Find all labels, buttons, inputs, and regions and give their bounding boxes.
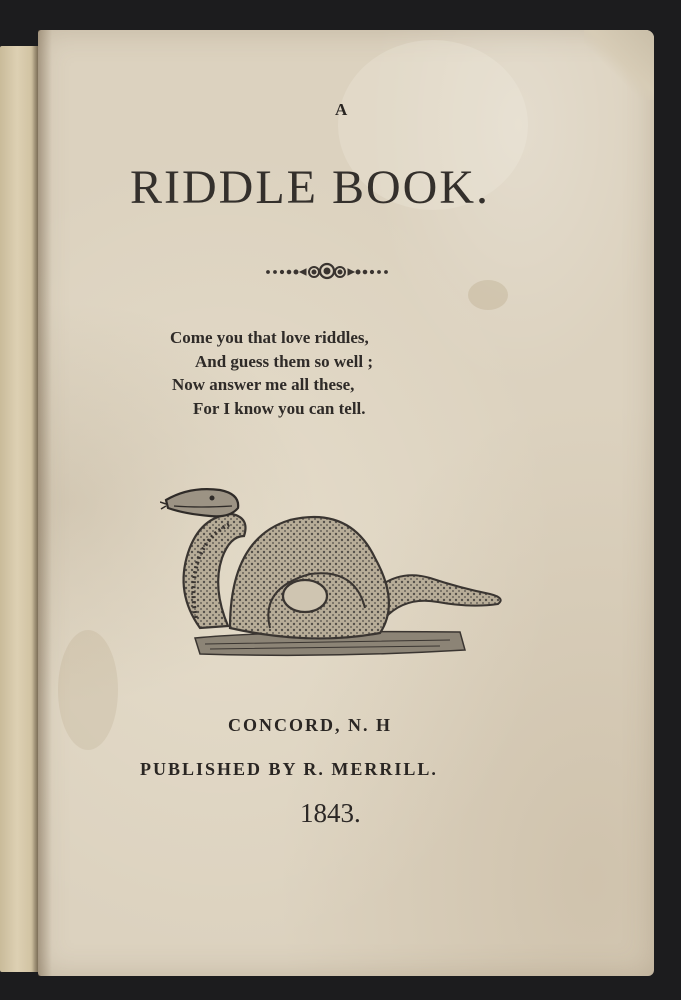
imprint-year: 1843. bbox=[300, 798, 361, 828]
spine-shadow bbox=[38, 30, 52, 976]
previous-leaf-edge bbox=[0, 46, 38, 972]
verse-line: Now answer me all these, bbox=[172, 375, 355, 394]
snake-woodcut-icon bbox=[160, 478, 512, 663]
paper-stain bbox=[58, 630, 118, 750]
verse-line: Come you that love riddles, bbox=[170, 328, 369, 347]
verse-line: And guess them so well ; bbox=[195, 351, 374, 371]
book-title: RIDDLE BOOK. bbox=[130, 161, 490, 214]
title-article: A bbox=[335, 100, 348, 119]
imprint-place: CONCORD, N. H bbox=[228, 715, 392, 735]
worn-corner bbox=[584, 30, 654, 100]
paper-stain bbox=[468, 280, 508, 310]
imprint-publisher: PUBLISHED BY R. MERRILL. bbox=[140, 759, 438, 779]
epigraph-verse bbox=[170, 326, 373, 420]
verse-line: For I know you can tell. bbox=[193, 398, 366, 418]
ornament-divider-icon bbox=[262, 258, 392, 286]
